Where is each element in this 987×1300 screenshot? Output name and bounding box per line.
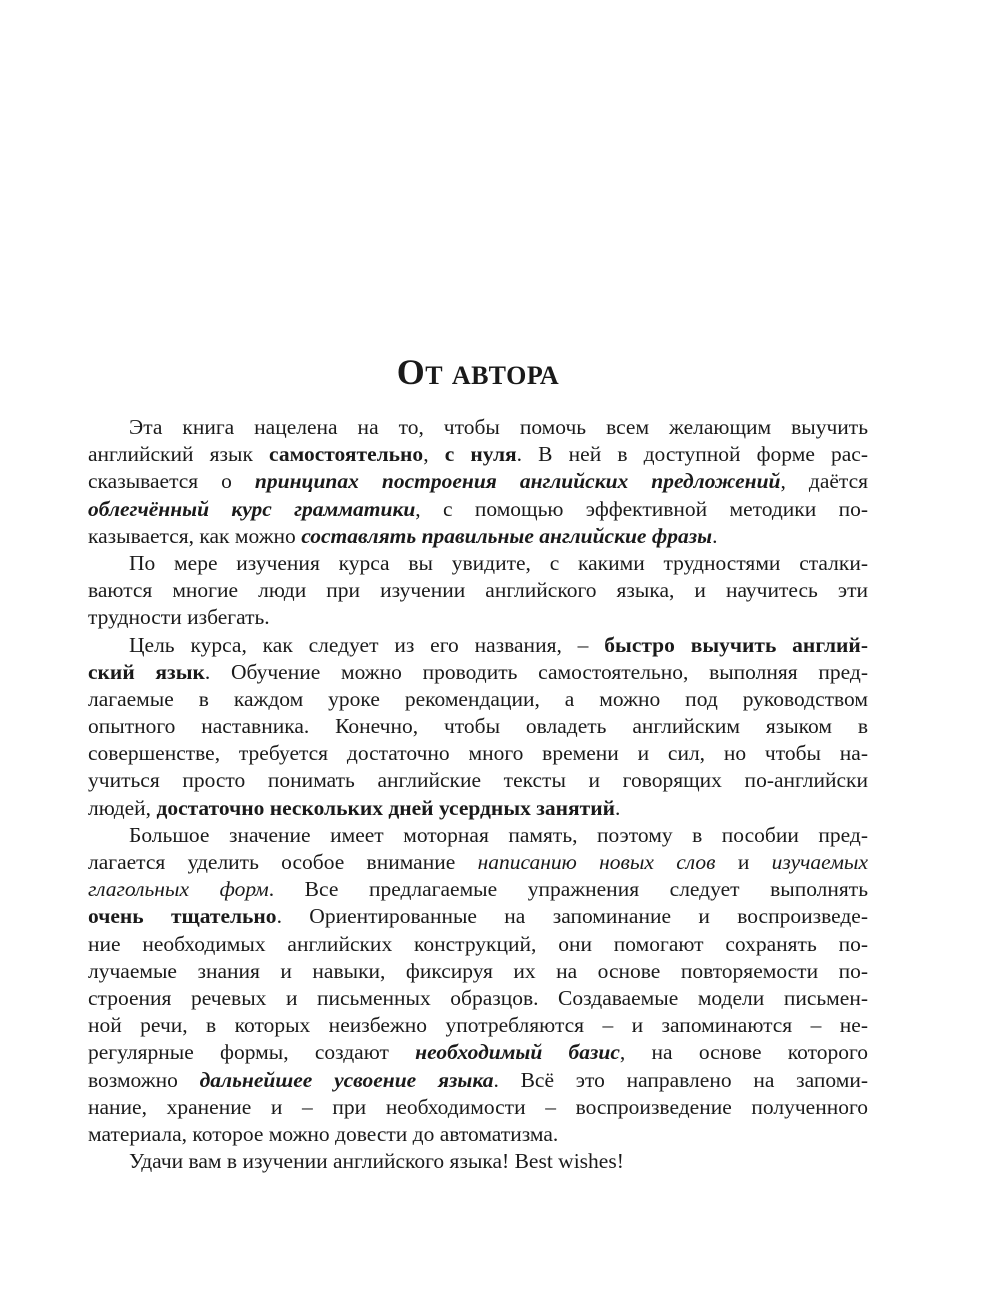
- text-line: [88, 550, 868, 577]
- text-line: [88, 1148, 868, 1175]
- text-run: ние необходимых английских конструкций, они помогают сохранять по-: [88, 931, 868, 956]
- bold-italic-emphasis: необходимый базис: [415, 1040, 620, 1065]
- text-line: [88, 686, 868, 713]
- text-run: возможно: [88, 1067, 200, 1092]
- bold-emphasis: достаточно нескольких дней усердных занятий: [156, 795, 615, 820]
- title-second-word: АВТОРА: [451, 361, 560, 390]
- bold-italic-emphasis: составлять правильные английские фразы: [301, 523, 713, 548]
- italic-emphasis: глагольных форм: [88, 877, 269, 902]
- text-run: , на основе которого: [619, 1040, 868, 1065]
- text-run: . Все предлагаемые упражнения следует выполнять: [268, 877, 868, 902]
- text-line: [88, 931, 868, 958]
- bold-emphasis: ский язык: [88, 659, 205, 684]
- paragraph: [88, 1148, 868, 1175]
- text-line: [88, 822, 868, 849]
- text-line: [88, 414, 868, 441]
- text-run: строения речевых и письменных образцов. Создаваемые модели письмен-: [88, 985, 868, 1010]
- paragraph: [88, 550, 868, 632]
- bold-italic-emphasis: облегчённый курс грамматики: [88, 496, 416, 521]
- text-line: [88, 632, 868, 659]
- text-run: регулярные формы, создают: [88, 1040, 416, 1065]
- text-line: [88, 441, 868, 468]
- text-run: Большое значение имеет моторная память, поэтому в пособии пред-: [129, 822, 868, 847]
- text-line: [88, 713, 868, 740]
- text-line: [88, 1012, 868, 1039]
- title-initial: О: [396, 352, 426, 392]
- text-run: лучаемые знания и навыки, фиксируя их на основе повторяемости по-: [88, 958, 868, 983]
- body-text: [88, 414, 868, 1175]
- text-run: ной речи, в которых неизбежно употребляются – и запоминаются – не-: [88, 1013, 868, 1038]
- text-line: [88, 468, 868, 495]
- text-line: [88, 958, 868, 985]
- text-line: [88, 985, 868, 1012]
- text-line: [88, 795, 868, 822]
- text-line: [88, 1067, 868, 1094]
- bold-emphasis: с нуля: [444, 442, 517, 467]
- text-run: .: [712, 523, 718, 548]
- text-run: людей,: [88, 795, 157, 820]
- bold-italic-emphasis: принципах построения английских предложений: [254, 469, 781, 494]
- text-line: [88, 577, 868, 604]
- text-run: Эта книга нацелена на то, чтобы помочь всем желающим выучить: [129, 415, 868, 439]
- text-run: . Всё это направлено на запоми-: [493, 1067, 868, 1092]
- text-run: .: [614, 795, 621, 820]
- text-run: опытного наставника. Конечно, чтобы овладеть английским языком в: [88, 714, 868, 739]
- text-line: [88, 496, 868, 523]
- text-run: . Ориентированные на запоминание и воспроизведе-: [276, 904, 868, 929]
- bold-emphasis: быстро выучить англий-: [604, 632, 868, 657]
- text-run: трудности избегать.: [88, 605, 270, 630]
- text-run: материала, которое можно довести до автоматизма.: [88, 1121, 559, 1146]
- text-run: . Обучение можно проводить самостоятельно, выполняя пред-: [204, 659, 868, 684]
- text-line: [88, 523, 868, 550]
- text-run: . В ней в доступной форме рас-: [516, 442, 868, 467]
- bold-italic-emphasis: дальнейшее усвоение языка: [199, 1067, 494, 1092]
- text-line: [88, 1039, 868, 1066]
- text-run: , даётся: [780, 469, 868, 494]
- text-run: ваются многие люди при изучении английского языка, и научитесь эти: [88, 578, 868, 603]
- text-line: [88, 740, 868, 767]
- title-rest: Т: [425, 361, 444, 390]
- text-line: [88, 1094, 868, 1121]
- bold-emphasis: очень тщательно: [88, 904, 277, 929]
- text-run: английский язык: [88, 442, 270, 467]
- text-run: нание, хранение и – при необходимости – воспроизведение полученного: [88, 1094, 868, 1119]
- text-run: сказывается о: [88, 469, 255, 494]
- text-line: [88, 767, 868, 794]
- text-run: совершенстве, требуется достаточно много времени и сил, но чтобы на-: [88, 741, 868, 766]
- text-line: [88, 903, 868, 930]
- italic-emphasis: написанию новых слов: [477, 850, 716, 874]
- text-run: и: [715, 850, 772, 874]
- text-line: [88, 604, 868, 631]
- text-run: ,: [423, 442, 445, 467]
- text-run: лагается уделить особое внимание: [88, 850, 478, 874]
- text-run: , с помощью эффективной методики по-: [415, 496, 868, 521]
- text-run: казывается, как можно: [88, 523, 302, 548]
- text-run: лагаемые в каждом уроке рекомендации, а можно под руководством: [88, 686, 868, 711]
- paragraph: [88, 414, 868, 550]
- page: [88, 350, 868, 1175]
- text-line: [88, 1121, 868, 1148]
- bold-emphasis: самостоятельно: [269, 442, 424, 467]
- text-run: Удачи вам в изучении английского языка! Best wishes!: [129, 1149, 624, 1174]
- text-run: Цель курса, как следует из его названия, –: [129, 632, 605, 657]
- text-run: По мере изучения курса вы увидите, с какими трудностями сталки-: [129, 550, 868, 575]
- page-title: [88, 350, 868, 398]
- text-run: учиться просто понимать английские тексты и говорящих по-английски: [88, 768, 868, 793]
- text-line: [88, 659, 868, 686]
- text-line: [88, 849, 868, 876]
- italic-emphasis: изучаемых: [771, 850, 869, 874]
- paragraph: [88, 822, 868, 1148]
- paragraph: [88, 632, 868, 822]
- text-line: [88, 876, 868, 903]
